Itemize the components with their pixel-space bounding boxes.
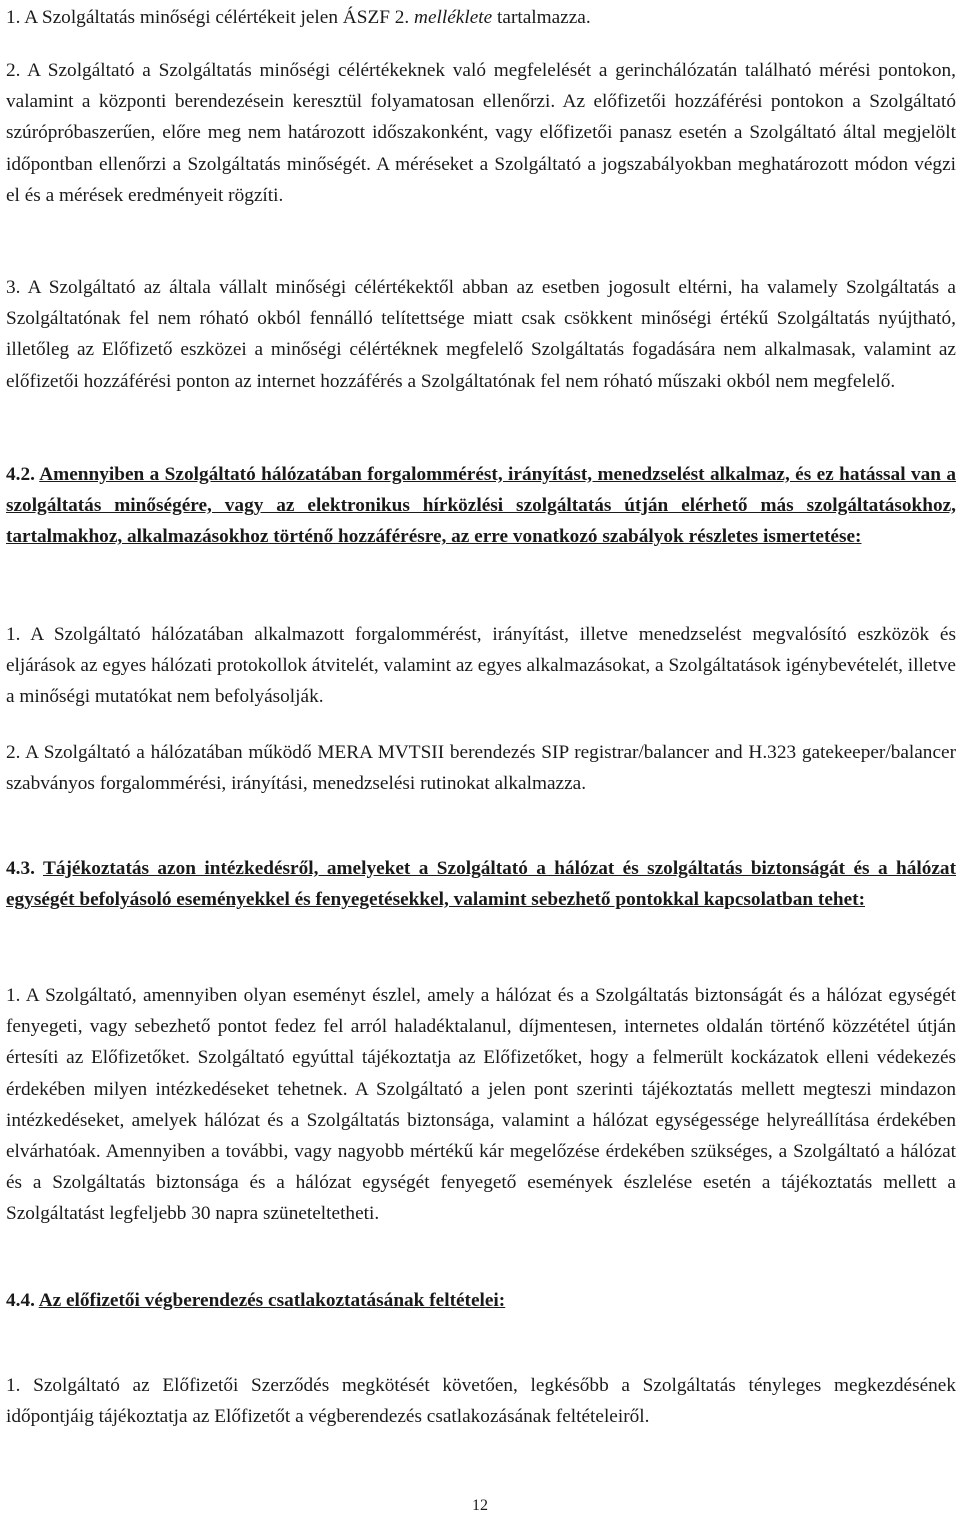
section-4-3-title: Tájékoztatás azon intézkedésről, amelyeket a Szolgáltató a hálózat és szolgáltatás biztonságát és a hálózat egységét befolyásoló eseményekkel és fenyegetésekkel, valamint sebezhető pontokkal kapcsolatban tehet:: [6, 858, 956, 911]
section-4-3-item-1: 1. A Szolgáltató, amennyiben olyan eseményt észlel, amely a hálózat és a Szolgáltatás biztonságát és a hálózat egységét fenyegeti, vagy sebezhető pontot fedez fel arról haladéktalanul, díjmentesen, internetes oldalán történő közzététel útján értesíti az Előfizetőket. Szolgáltató egyúttal tájékoztatja az Előfizetőket, hogy a felmerült kockázatok elleni védekezés érdekében milyen intézkedéseket tehetnek. A Szolgáltató a jelen pont szerinti tájékoztatás mellett megteszi mindazon intézkedéseket, amelyek hálózat és a Szolgáltatás biztonsága, valamint a hálózat egységessége helyreállítása érdekében elvárhatóak. Amennyiben a további, vagy nagyobb mértékű kár megelőzése érdekében szükséges, a Szolgáltató a hálózat és a Szolgáltatás biztonsága és a hálózat egységét fenyegető események észlelése esetén a tájékoztatás mellett a Szolgáltatást legfeljebb 30 napra szüneteltetheti.: [6, 985, 956, 1225]
section-4-2-item-1: 1. A Szolgáltató hálózatában alkalmazott forgalommérést, irányítást, illetve menedzselést megvalósító eszközök és eljárások az egyes hálózati protokollok átvitelét, valamint az egyes alkalmazásokat, a Szolgáltatások igénybevételét, illetve a minőségi mutatókat nem befolyásolják.: [6, 624, 956, 708]
paragraph-1-prefix: 1. A Szolgáltatás minőségi célértékeit jelen ÁSZF 2.: [6, 7, 415, 28]
page-number: 12: [472, 1497, 488, 1514]
section-4-4-heading: [6, 1285, 956, 1316]
paragraph-1-italic: melléklete: [414, 7, 493, 28]
section-4-4-title: Az előfizetői végberendezés csatlakoztatásának feltételei:: [38, 1290, 506, 1311]
paragraph-3: 3. A Szolgáltató az általa vállalt minőségi célértékektől abban az esetben jogosult eltérni, ha valamely Szolgáltatás a Szolgáltatónak fel nem róható okból fennálló telítettsége miatt csak csökkent minőségi értékű Szolgáltatás nyújtható, illetőleg az Előfizető eszközei a minőségi célértéknek megfelelő Szolgáltatás fogadására nem alkalmasak, valamint az előfizetői hozzáférési ponton az internet hozzáférés a Szolgáltatónak fel nem róható műszaki okból nem megfelelő.: [6, 277, 956, 392]
section-4-2-item-2: 2. A Szolgáltató a hálózatában működő MERA MVTSII berendezés SIP registrar/balancer and H.323 gatekeeper/balancer szabványos forgalommérési, irányítási, menedzselési rutinokat alkalmazza.: [6, 742, 956, 795]
section-4-3-heading: [6, 853, 956, 915]
section-4-3-number: 4.3.: [6, 858, 35, 879]
section-4-4-number: 4.4.: [6, 1290, 35, 1311]
section-4-4-item-1: 1. Szolgáltató az Előfizetői Szerződés megkötését követően, legkésőbb a Szolgáltatás tényleges megkezdésének időpontjáig tájékoztatja az Előfizetőt a végberendezés csatlakozásának feltételeiről.: [6, 1375, 956, 1428]
paragraph-1-suffix: tartalmazza.: [492, 7, 591, 28]
paragraph-2: 2. A Szolgáltató a Szolgáltatás minőségi célértékeknek való megfelelését a gerinchálózatán található mérési pontokon, valamint a központi berendezésein keresztül folyamatosan ellenőrzi. Az előfizetői hozzáférési pontokon a Szolgáltató szúrópróbaszerűen, előre meg nem határozott időszakonként, vagy előfizetői panasz esetén a Szolgáltató által megjelölt időpontban ellenőrzi a Szolgáltatás minőségét. A méréseket a Szolgáltató a jogszabályokban meghatározott módon végzi el és a mérések eredményeit rögzíti.: [6, 60, 956, 206]
paragraph-1: [6, 2, 956, 33]
section-4-2-heading: [6, 459, 956, 553]
section-4-2-number: 4.2.: [6, 464, 35, 485]
section-4-2-title: Amennyiben a Szolgáltató hálózatában forgalommérést, irányítást, menedzselést alkalmaz, és ez hatással van a szolgáltatás minőségére, vagy az elektronikus hírközlési szolgáltatás útján elérhető más szolgáltatásokhoz, tartalmakhoz, alkalmazásokhoz történő hozzáférésre, az erre vonatkozó szabályok részletes ismertetése:: [6, 464, 956, 548]
